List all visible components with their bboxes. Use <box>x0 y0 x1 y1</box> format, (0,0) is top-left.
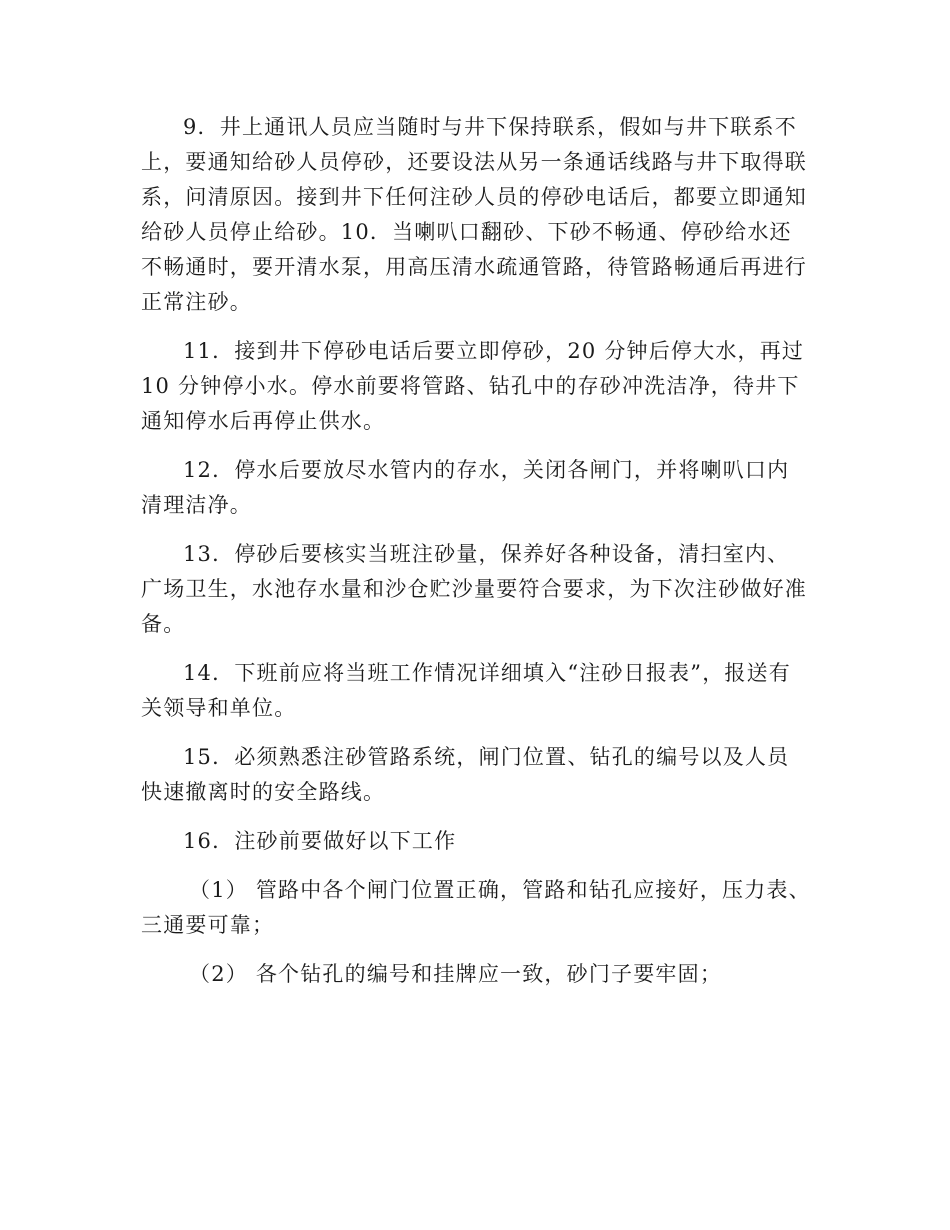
paragraph-item-15: 15．必须熟悉注砂管路系统，闸门位置、钻孔的编号以及人员快速撤离时的安全路线。 <box>141 745 790 804</box>
paragraph-subitem-2: （2） 各个钻孔的编号和挂牌应一致，砂门子要牢固； <box>189 962 723 986</box>
paragraph-item-13: 13．停砂后要核实当班注砂量，保养好各种设备，清扫室内、广场卫生，水池存水量和沙仓贮沙量要符合要求，为下次注砂做好准备。 <box>141 542 807 636</box>
document-body <box>141 110 811 1006</box>
paragraph-item-12: 12．停水后要放尽水管内的存水，关闭各闸门，并将喇叭口内清理洁净。 <box>141 458 790 517</box>
paragraph-item-16: 16．注砂前要做好以下工作 <box>183 829 457 853</box>
paragraph-item-11: 11．接到井下停砂电话后要立即停砂，20 分钟后停大水，再过 10 分钟停小水。停水前要将管路、钻孔中的存砂冲洗洁净，待井下通知停水后再停止供水。 <box>141 339 805 433</box>
paragraph-subitem-1: （1） 管路中各个闸门位置正确，管路和钻孔应接好，压力表、三通要可靠； <box>141 878 811 937</box>
paragraph-item-9-10: 9．井上通讯人员应当随时与井下保持联系，假如与井下联系不上，要通知给砂人员停砂，还要设法从另一条通话线路与井下取得联系，问清原因。接到井下任何注砂人员的停砂电话后，都要立即通知给砂人员停止给砂。10．当喇叭口翻砂、下砂不畅通、停砂给水还不畅通时，要开清水泵，用高压清水疏通管路，待管路畅通后再进行正常注砂。 <box>141 115 807 314</box>
paragraph-item-14: 14．下班前应将当班工作情况详细填入“注砂日报表”，报送有关领导和单位。 <box>141 661 791 720</box>
